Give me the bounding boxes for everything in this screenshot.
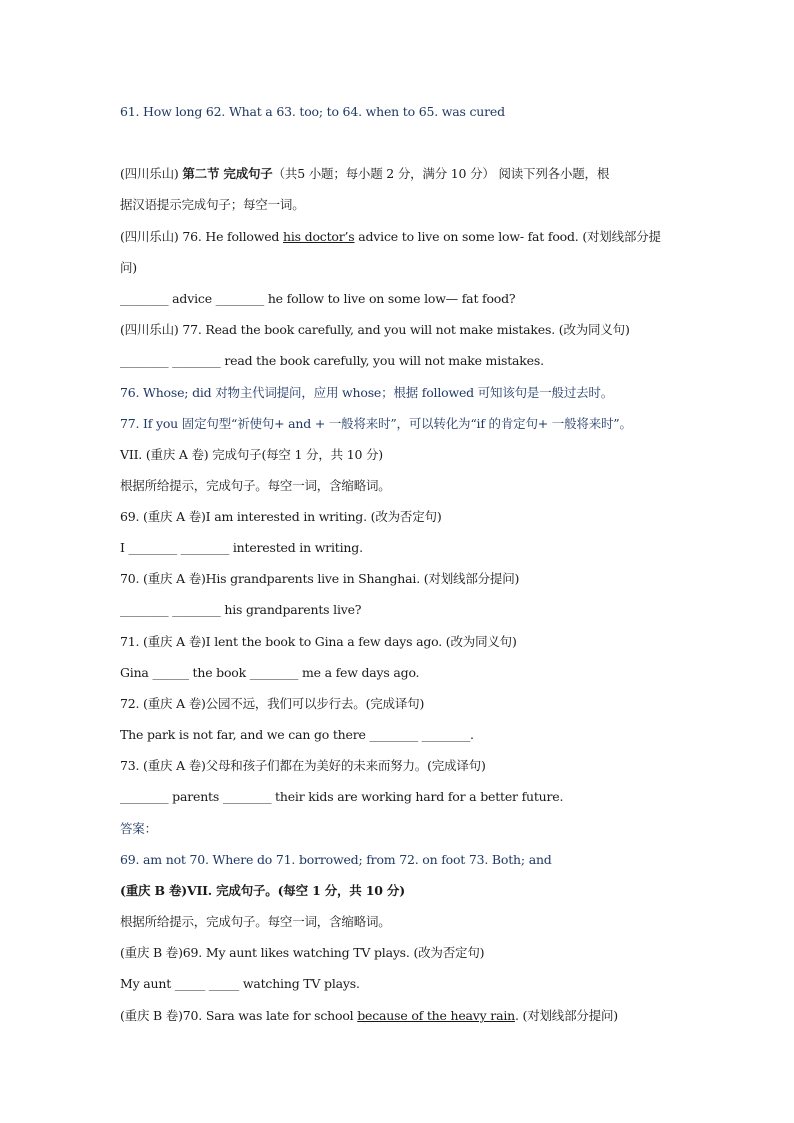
source-tag: (四川乐山)	[120, 166, 179, 181]
question-76-text: (四川乐山) 76. He followed	[120, 229, 283, 244]
answers-61-65: 61. How long 62. What a 63. too; to 64. when to 65. was cured	[120, 104, 505, 119]
question-76	[120, 228, 661, 246]
question-b70-text: (重庆 B 卷)70. Sara was late for school	[120, 1008, 358, 1023]
answers-chongqing-a: 69. am not 70. Where do 71. borrowed; from 72. on foot 73. Both; and	[120, 852, 552, 867]
question-71-blanks: Gina ______ the book ________ me a few days ago.	[120, 665, 420, 680]
question-76-blanks: ________ advice ________ he follow to live on some low— fat food?	[120, 291, 516, 306]
question-70-blanks: ________ ________ his grandparents live?	[120, 602, 362, 617]
question-73-blanks: ________ parents ________ their kids are working hard for a better future.	[120, 789, 564, 804]
section-heading-chongqing-a: VII. (重庆 A 卷) 完成句子(每空 1 分，共 10 分)	[120, 447, 383, 462]
section-instructions-cont: 据汉语提示完成句子；每空一词。	[120, 197, 305, 212]
section-title-b: VII. 完成句子。(每空 1 分，共 10 分)	[187, 883, 405, 898]
question-b70	[120, 1007, 618, 1025]
question-77-blanks: ________ ________ read the book carefully, you will not make mistakes.	[120, 353, 544, 368]
question-b69-blanks: My aunt _____ _____ watching TV plays.	[120, 976, 360, 991]
question-70: 70. (重庆 A 卷)His grandparents live in Shanghai. (对划线部分提问)	[120, 571, 520, 586]
underlined-phrase: his doctor’s	[283, 229, 355, 244]
section-instructions: （共5 小题；每小题 2 分，满分 10 分） 阅读下列各小题，根	[272, 166, 610, 181]
section-heading-sichuan	[120, 165, 609, 183]
question-76-cont: 问)	[120, 260, 137, 275]
question-72: 72. (重庆 A 卷)公园不远，我们可以步行去。(完成译句)	[120, 696, 425, 711]
answer-77: 77. If you 固定句型“祈使句+ and + 一般将来时”，可以转化为“if 的肯定句+ 一般将来时”。	[120, 416, 632, 431]
question-69: 69. (重庆 A 卷)I am interested in writing. (改为否定句)	[120, 509, 442, 524]
question-69-blanks: I ________ ________ interested in writing.	[120, 540, 363, 555]
answer-76: 76. Whose; did 对物主代词提问，应用 whose；根据 followed 可知该句是一般过去时。	[120, 385, 614, 400]
question-76-text-rest: advice to live on some low- fat food. (对划线部分提	[354, 229, 661, 244]
answer-label: 答案：	[120, 821, 157, 836]
question-b69: (重庆 B 卷)69. My aunt likes watching TV plays. (改为否定句)	[120, 945, 485, 960]
section-heading-chongqing-b	[120, 882, 405, 900]
question-72-blanks: The park is not far, and we can go there ________ ________.	[120, 727, 474, 742]
instructions-b: 根据所给提示，完成句子。每空一词，含缩略词。	[120, 914, 391, 929]
question-77: (四川乐山) 77. Read the book carefully, and you will not make mistakes. (改为同义句)	[120, 322, 630, 337]
question-71: 71. (重庆 A 卷)I lent the book to Gina a few days ago. (改为同义句)	[120, 634, 517, 649]
instructions-a: 根据所给提示，完成句子。每空一词，含缩略词。	[120, 478, 391, 493]
source-tag-b: (重庆 B 卷)	[120, 883, 187, 898]
underlined-phrase-b70: because of the heavy rain	[357, 1008, 515, 1023]
question-73: 73. (重庆 A 卷)父母和孩子们都在为美好的未来而努力。(完成译句)	[120, 758, 486, 773]
section-title: 第二节 完成句子	[182, 166, 273, 181]
question-b70-text-rest: . (对划线部分提问)	[514, 1008, 618, 1023]
